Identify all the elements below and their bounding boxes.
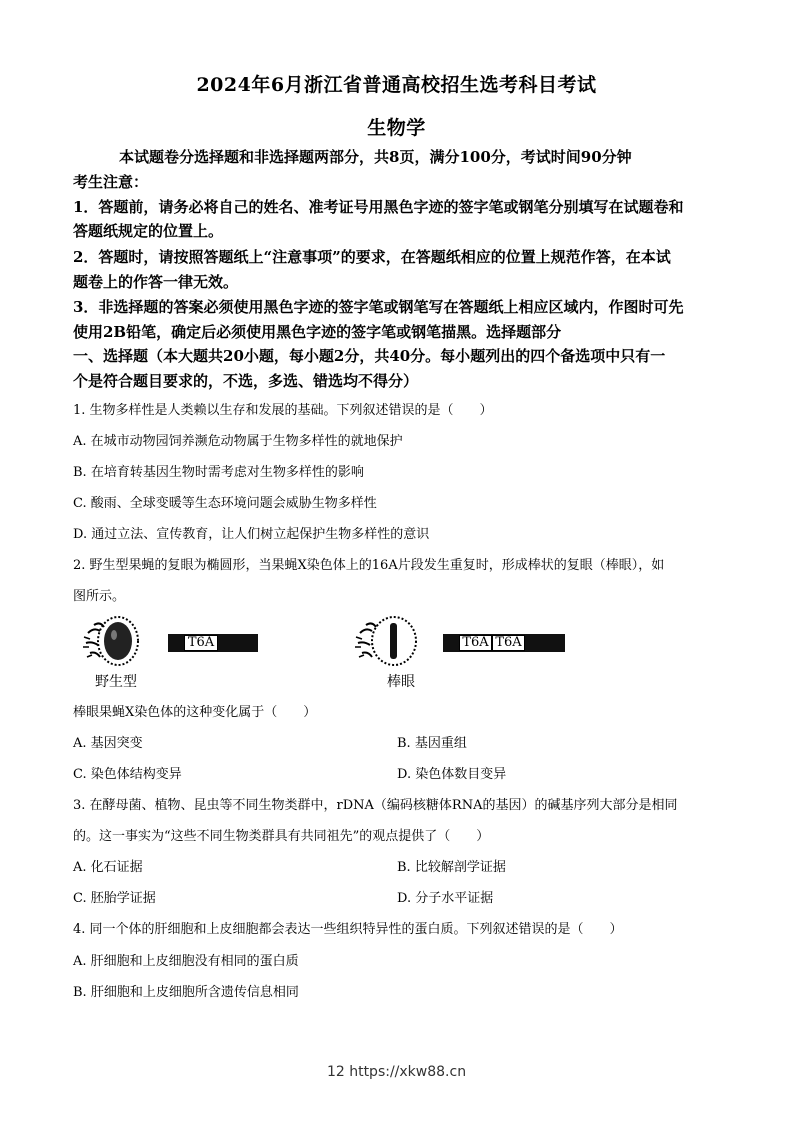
- section-heading: 个是符合题目要求的，不选，多选、错选均不得分）: [73, 372, 419, 390]
- bar-eye-figure: [350, 613, 422, 669]
- bar-eye-chromosome: [443, 634, 565, 652]
- option-c: C. 染色体结构变异: [73, 767, 182, 782]
- wild-type-eye-figure: [80, 613, 146, 669]
- option-b: B. 基因重组: [397, 736, 467, 751]
- segment-16a-duplicate: T6A: [492, 635, 525, 651]
- question-stem: 4. 同一个体的肝细胞和上皮细胞都会表达一些组织特异性的蛋白质。下列叙述错误的是（ ）: [73, 922, 623, 937]
- option-c: C. 酸雨、全球变暖等生态环境问题会威胁生物多样性: [73, 496, 377, 511]
- note-line: 2．答题时，请按照答题纸上“注意事项”的要求，在答题纸相应的位置上规范作答，在本试: [73, 248, 671, 266]
- segment-16a: T6A: [184, 635, 218, 651]
- page-footer: 12 https://xkw88.cn: [326, 1064, 467, 1080]
- segment-16a: T6A: [459, 635, 492, 651]
- exam-title: 2024年6月浙江省普通高校招生选考科目考试: [196, 74, 597, 96]
- section-heading: 一、选择题（本大题共20小题，每小题2分，共40分。每小题列出的四个备选项中只有一: [73, 347, 666, 365]
- option-b: B. 比较解剖学证据: [397, 860, 506, 875]
- option-a: A. 化石证据: [73, 860, 143, 875]
- option-c: C. 胚胎学证据: [73, 891, 156, 906]
- question-ask: 棒眼果蝇X染色体的这种变化属于（ ）: [73, 705, 317, 720]
- note-line: 3．非选择题的答案必须使用黑色字迹的签字笔或钢笔写在答题纸上相应区域内，作图时可先: [73, 298, 684, 316]
- question-stem: 图所示。: [73, 589, 126, 604]
- note-line: 题卷上的作答一律无效。: [73, 273, 239, 291]
- option-d: D. 通过立法、宣传教育，让人们树立起保护生物多样性的意识: [73, 527, 430, 542]
- note-line: 使用2B铅笔，确定后必须使用黑色字迹的签字笔或钢笔描黑。选择题部分: [73, 323, 562, 341]
- option-d: D. 染色体数目变异: [397, 767, 507, 782]
- question-stem: 的。这一事实为“这些不同生物类群具有共同祖先”的观点提供了（ ）: [73, 829, 490, 844]
- option-a: A. 在城市动物园饲养濒危动物属于生物多样性的就地保护: [73, 434, 403, 449]
- option-a: A. 基因突变: [73, 736, 143, 751]
- notice-heading: 考生注意：: [73, 173, 149, 191]
- option-a: A. 肝细胞和上皮细胞没有相同的蛋白质: [73, 954, 299, 969]
- wild-type-label: 野生型: [95, 674, 137, 690]
- question-stem: 3. 在酵母菌、植物、昆虫等不同生物类群中，rDNA（编码核糖体RNA的基因）的碱基序列大部分是相同: [73, 798, 678, 813]
- option-d: D. 分子水平证据: [397, 891, 494, 906]
- note-line: 答题纸规定的位置上。: [73, 222, 224, 240]
- note-line: 1．答题前，请务必将自己的姓名、准考证号用黑色字迹的签字笔或钢笔分别填写在试题卷和: [73, 198, 684, 216]
- question-stem: 2. 野生型果蝇的复眼为椭圆形，当果蝇X染色体上的16A片段发生重复时，形成棒状的复眼（棒眼），如: [73, 558, 665, 573]
- option-b: B. 肝细胞和上皮细胞所含遗传信息相同: [73, 985, 299, 1000]
- exam-intro: 本试题卷分选择题和非选择题两部分，共8页，满分100分，考试时间90分钟: [119, 148, 632, 166]
- wild-type-chromosome: [168, 634, 258, 652]
- question-stem: 1. 生物多样性是人类赖以生存和发展的基础。下列叙述错误的是（ ）: [73, 403, 493, 418]
- bar-eye-label: 棒眼: [387, 674, 415, 690]
- subject-title: 生物学: [367, 117, 426, 139]
- option-b: B. 在培育转基因生物时需考虑对生物多样性的影响: [73, 465, 364, 480]
